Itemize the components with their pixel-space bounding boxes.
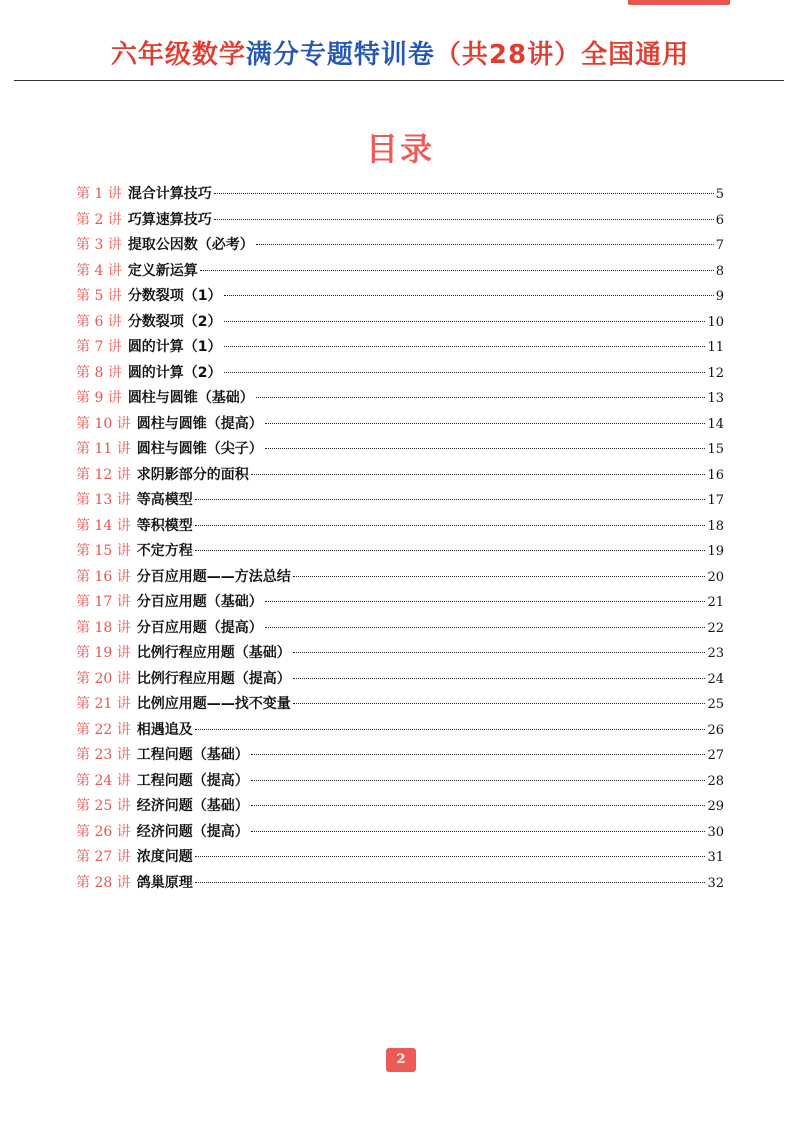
toc-topic: 等积模型 — [136, 517, 193, 534]
toc-entry[interactable] — [76, 386, 724, 412]
toc-dot-leader — [195, 882, 706, 883]
toc-entry[interactable] — [76, 667, 724, 693]
toc-topic: 分百应用题（基础） — [136, 594, 263, 610]
toc-dot-leader — [224, 372, 706, 373]
toc-dot-leader — [214, 193, 714, 194]
toc-topic: 比例行程应用题（基础） — [136, 645, 291, 661]
toc-entry[interactable] — [76, 590, 724, 616]
toc-page-number: 26 — [707, 722, 724, 738]
toc-topic: 分百应用题（提高） — [136, 619, 263, 636]
toc-entry[interactable] — [76, 692, 724, 718]
header-part-2: 满分专题特训卷 — [245, 40, 435, 70]
toc-dot-leader — [293, 576, 706, 577]
toc-lecture-number: 第 11 讲 — [76, 441, 131, 457]
toc-dot-leader — [265, 627, 706, 628]
toc-dot-leader — [256, 397, 706, 398]
toc-entry[interactable] — [76, 769, 724, 795]
toc-page-number: 28 — [707, 773, 724, 789]
toc-lecture-number: 第 8 讲 — [76, 364, 122, 381]
toc-lecture-number: 第 17 讲 — [76, 594, 131, 610]
toc-page-number: 24 — [707, 671, 724, 687]
header-part-3: （共28讲）全国通用 — [434, 40, 690, 70]
toc-lecture-number: 第 25 讲 — [76, 798, 131, 814]
toc-topic: 经济问题（提高） — [136, 823, 249, 840]
toc-lecture-number: 第 18 讲 — [76, 619, 131, 636]
toc-entry[interactable] — [76, 259, 724, 285]
toc-page-number: 6 — [715, 212, 724, 228]
toc-lecture-number: 第 16 讲 — [76, 568, 131, 585]
toc-entry[interactable] — [76, 871, 724, 897]
toc-lecture-number: 第 4 讲 — [76, 262, 122, 279]
toc-entry[interactable] — [76, 794, 724, 820]
header-part-1: 六年级数学 — [110, 40, 246, 70]
toc-dot-leader — [293, 678, 706, 679]
toc-entry[interactable] — [76, 845, 724, 871]
toc-page-number: 10 — [707, 314, 724, 330]
toc-entry[interactable] — [76, 718, 724, 744]
toc-dot-leader — [195, 729, 706, 730]
toc-page-number: 8 — [715, 263, 724, 279]
toc-topic: 浓度问题 — [136, 849, 193, 865]
toc-dot-leader — [224, 321, 706, 322]
toc-entry[interactable] — [76, 641, 724, 667]
toc-page-number: 23 — [707, 646, 724, 661]
toc-entry[interactable] — [76, 616, 724, 642]
toc-lecture-number: 第 6 讲 — [76, 313, 122, 330]
toc-page-number: 16 — [707, 467, 724, 483]
toc-lecture-number: 第 26 讲 — [76, 823, 131, 840]
toc-topic: 圆柱与圆锥（基础） — [127, 390, 254, 406]
toc-page-number: 9 — [715, 289, 724, 304]
toc-lecture-number: 第 14 讲 — [76, 517, 131, 534]
toc-entry[interactable] — [76, 335, 724, 361]
toc-page-number: 20 — [707, 569, 724, 585]
document-header — [0, 34, 800, 71]
toc-topic: 圆的计算（1） — [127, 339, 222, 355]
toc-dot-leader — [200, 270, 714, 271]
toc-topic: 相遇追及 — [136, 721, 193, 738]
toc-entry[interactable] — [76, 284, 724, 310]
toc-dot-leader — [251, 805, 706, 806]
toc-lecture-number: 第 12 讲 — [76, 466, 131, 483]
toc-topic: 分数裂项（1） — [127, 288, 222, 304]
toc-page-number: 5 — [715, 187, 724, 202]
toc-entry[interactable] — [76, 565, 724, 591]
toc-entry[interactable] — [76, 463, 724, 489]
toc-entry[interactable] — [76, 208, 724, 234]
page-number: 2 — [386, 1048, 416, 1072]
toc-page-number: 17 — [707, 493, 724, 508]
toc-page-number: 15 — [707, 442, 724, 457]
toc-entry[interactable] — [76, 743, 724, 769]
toc-dot-leader — [251, 474, 706, 475]
toc-entry[interactable] — [76, 539, 724, 565]
toc-lecture-number: 第 19 讲 — [76, 645, 131, 661]
toc-entry[interactable] — [76, 514, 724, 540]
toc-lecture-number: 第 2 讲 — [76, 211, 122, 228]
toc-dot-leader — [195, 499, 706, 500]
toc-dot-leader — [251, 754, 706, 755]
toc-dot-leader — [293, 652, 706, 653]
toc-lecture-number: 第 10 讲 — [76, 415, 131, 432]
toc-topic: 比例应用题——找不变量 — [136, 696, 291, 712]
toc-entry[interactable] — [76, 182, 724, 208]
toc-page-number: 7 — [715, 238, 724, 253]
toc-topic: 圆柱与圆锥（尖子） — [136, 441, 263, 457]
toc-lecture-number: 第 24 讲 — [76, 772, 131, 789]
toc-lecture-number: 第 1 讲 — [76, 186, 122, 202]
toc-topic: 分数裂项（2） — [127, 313, 222, 330]
toc-page-number: 25 — [707, 697, 724, 712]
toc-lecture-number: 第 9 讲 — [76, 390, 122, 406]
toc-topic: 鸽巢原理 — [136, 874, 193, 891]
toc-entry[interactable] — [76, 412, 724, 438]
toc-dot-leader — [265, 601, 706, 602]
toc-lecture-number: 第 21 讲 — [76, 696, 131, 712]
toc-topic: 巧算速算技巧 — [127, 211, 212, 228]
toc-dot-leader — [293, 703, 706, 704]
toc-dot-leader — [195, 856, 706, 857]
toc-entry[interactable] — [76, 233, 724, 259]
toc-entry[interactable] — [76, 361, 724, 387]
toc-entry[interactable] — [76, 488, 724, 514]
toc-page-number: 22 — [707, 620, 724, 636]
toc-lecture-number: 第 23 讲 — [76, 747, 131, 763]
toc-page-number: 30 — [707, 824, 724, 840]
toc-page-number: 21 — [707, 595, 724, 610]
toc-dot-leader — [195, 550, 706, 551]
toc-lecture-number: 第 28 讲 — [76, 874, 131, 891]
toc-page-number: 19 — [707, 544, 724, 559]
toc-dot-leader — [256, 244, 714, 245]
top-decor-tab — [628, 0, 730, 5]
toc-page-number: 14 — [707, 416, 724, 432]
toc-page-number: 18 — [707, 518, 724, 534]
toc-entry[interactable] — [76, 820, 724, 846]
toc-page-number: 31 — [707, 850, 724, 865]
toc-dot-leader — [251, 780, 706, 781]
toc-lecture-number: 第 7 讲 — [76, 339, 122, 355]
toc-topic: 圆的计算（2） — [127, 364, 222, 381]
toc-page-number: 27 — [707, 748, 724, 763]
toc-page-number: 13 — [707, 391, 724, 406]
toc-page-number: 11 — [707, 340, 724, 355]
toc-lecture-number: 第 15 讲 — [76, 543, 131, 559]
toc-lecture-number: 第 20 讲 — [76, 670, 131, 687]
table-of-contents — [76, 182, 724, 896]
toc-lecture-number: 第 27 讲 — [76, 849, 131, 865]
toc-dot-leader — [265, 423, 706, 424]
toc-topic: 圆柱与圆锥（提高） — [136, 415, 263, 432]
toc-entry[interactable] — [76, 437, 724, 463]
toc-entry[interactable] — [76, 310, 724, 336]
toc-topic: 混合计算技巧 — [127, 186, 212, 202]
toc-topic: 经济问题（基础） — [136, 798, 249, 814]
header-divider — [14, 80, 784, 81]
toc-title: 目录 — [365, 130, 434, 168]
toc-topic: 比例行程应用题（提高） — [136, 670, 291, 687]
toc-dot-leader — [265, 448, 706, 449]
toc-page-number: 12 — [707, 365, 724, 381]
toc-topic: 工程问题（基础） — [136, 747, 249, 763]
toc-topic: 等高模型 — [136, 492, 193, 508]
toc-topic: 提取公因数（必考） — [127, 237, 254, 253]
toc-dot-leader — [195, 525, 706, 526]
toc-topic: 定义新运算 — [127, 262, 198, 279]
toc-dot-leader — [224, 346, 706, 347]
toc-page-number: 32 — [707, 875, 724, 891]
toc-lecture-number: 第 3 讲 — [76, 237, 122, 253]
toc-topic: 不定方程 — [136, 543, 193, 559]
toc-lecture-number: 第 22 讲 — [76, 721, 131, 738]
toc-topic: 求阴影部分的面积 — [136, 466, 249, 483]
toc-lecture-number: 第 5 讲 — [76, 288, 122, 304]
toc-lecture-number: 第 13 讲 — [76, 492, 131, 508]
toc-dot-leader — [214, 219, 714, 220]
toc-dot-leader — [224, 295, 714, 296]
toc-page-number: 29 — [707, 799, 724, 814]
toc-topic: 工程问题（提高） — [136, 772, 249, 789]
toc-topic: 分百应用题——方法总结 — [136, 568, 291, 585]
toc-dot-leader — [251, 831, 706, 832]
